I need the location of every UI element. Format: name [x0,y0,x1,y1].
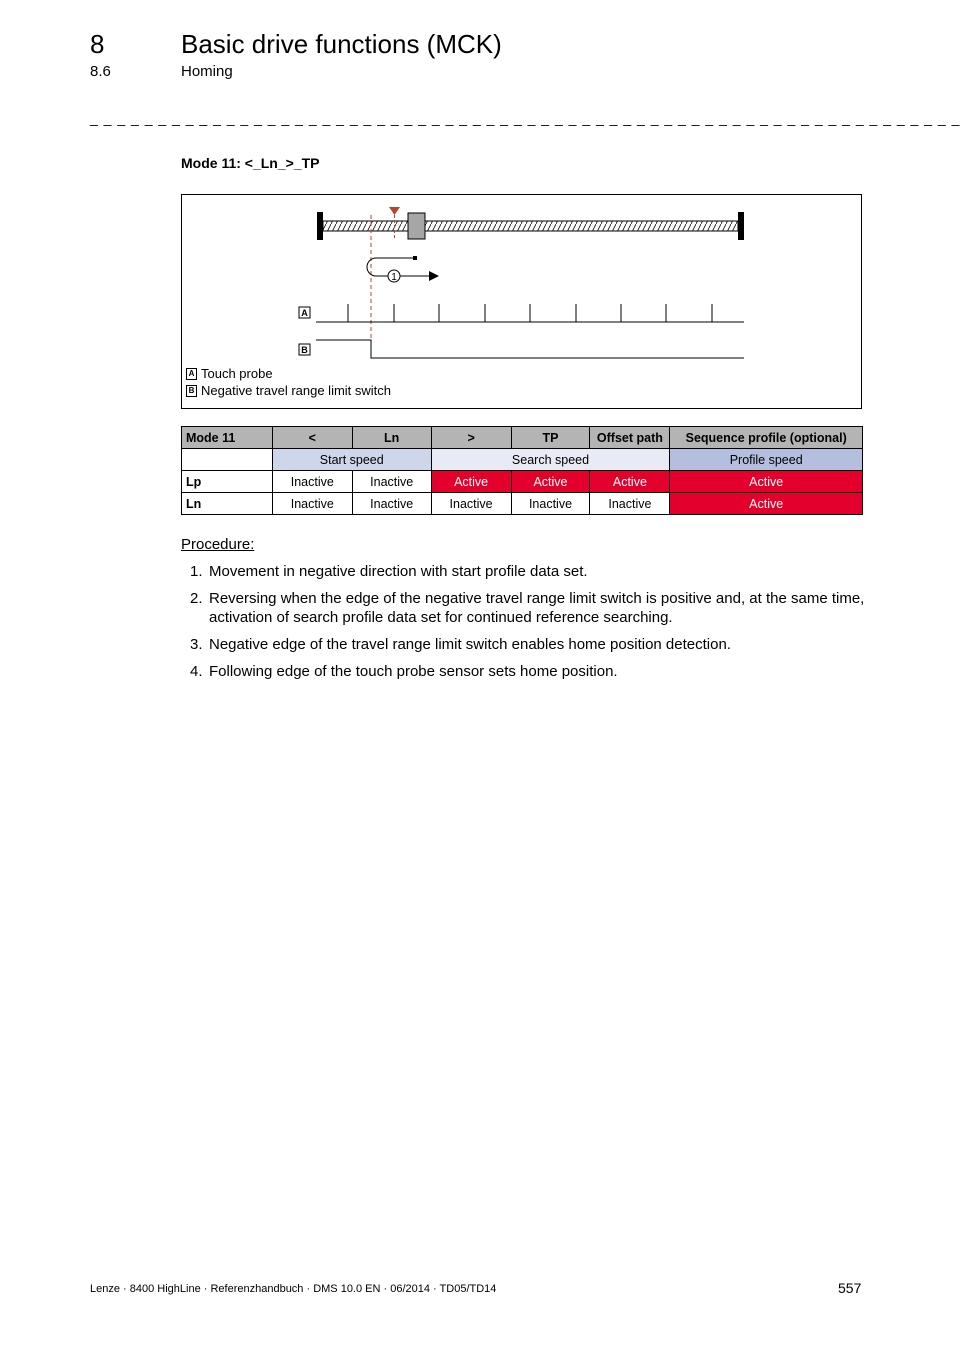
signal-a-pulses [348,304,712,322]
table-cell: Active [511,471,590,493]
header-cell: Ln [352,427,431,449]
step-number: 4. [190,663,203,680]
direction-arrow [429,271,439,281]
header-separator: _ _ _ _ _ _ _ _ _ _ _ _ _ _ _ _ _ _ _ _ _ _ _ _ _ _ _ _ _ _ _ _ _ _ _ _ _ _ _ _ _ _ _ _ _ _ _ _ _ _ _ _ _ _ _ _ _ _ _ _ _ _ _ _ [90,110,960,126]
table-cell: Active [670,471,863,493]
path-start-dot [413,256,417,260]
header-cell: TP [511,427,590,449]
table-cell: Inactive [352,493,431,515]
step-text: Movement in negative direction with start profile data set. [209,563,588,580]
home-marker-triangle [389,207,400,215]
left-limit-stop [317,212,323,240]
table-header-row [182,427,863,449]
legend-key-a: A [186,368,197,380]
legend-text-a: Touch probe [201,366,273,381]
speed-row [182,449,863,471]
table-cell: Inactive [352,471,431,493]
right-limit-stop [738,212,744,240]
empty-cell [182,449,273,471]
step-number: 1. [190,563,203,580]
header-cell: Offset path [590,427,670,449]
legend-text-b: Negative travel range limit switch [201,383,392,398]
table-row [182,493,863,515]
signal-b-key: B [301,345,308,355]
table-cell: Inactive [272,493,352,515]
start-speed-cell: Start speed [272,449,431,471]
carriage [408,213,425,239]
procedure-steps [181,562,871,689]
step-number: 3. [190,636,203,653]
legend-limit-switch [186,383,391,398]
step-text: Negative edge of the travel range limit switch enables home position detection. [209,636,731,653]
row-label: Lp [182,471,273,493]
mode-table [181,426,863,515]
travel-rail [323,221,738,231]
table-cell: Active [670,493,863,515]
table-cell: Inactive [590,493,670,515]
step-number: 2. [190,590,203,607]
table-row [182,471,863,493]
legend-key-b: B [186,385,197,397]
signal-b-waveform [316,340,744,358]
chapter-title: Basic drive functions (MCK) [181,29,502,59]
footer-document-info: Lenze · 8400 HighLine · Referenzhandbuch · DMS 10.0 EN · 06/2014 · TD05/TD14 [90,1283,497,1295]
profile-speed-cell: Profile speed [670,449,863,471]
table-cell: Inactive [431,493,511,515]
homing-diagram [181,194,862,364]
mode-heading: Mode 11: <_Ln_>_TP [181,155,320,171]
list-item [181,562,871,581]
table-cell: Inactive [272,471,352,493]
section-number: 8.6 [90,63,111,80]
chapter-number: 8 [90,29,105,59]
header-cell: < [272,427,352,449]
table-cell: Active [590,471,670,493]
page-number: 557 [838,1280,862,1296]
row-label: Ln [182,493,273,515]
list-item [181,589,871,627]
search-speed-cell: Search speed [431,449,670,471]
legend-touch-probe [186,366,273,381]
header-cell: > [431,427,511,449]
table-cell: Active [431,471,511,493]
step-text: Following edge of the touch probe sensor sets home position. [209,663,618,680]
signal-a-key: A [301,308,308,318]
header-cell: Sequence profile (optional) [670,427,863,449]
table-cell: Inactive [511,493,590,515]
header-cell: Mode 11 [182,427,273,449]
section-title: Homing [181,63,233,80]
procedure-label: Procedure: [181,536,255,553]
step-text: Reversing when the edge of the negative travel range limit switch is positive and, at the same time, activation of search profile data set for continued reference searching. [209,590,865,626]
list-item [181,662,871,681]
step-marker-label: 1 [391,272,397,283]
list-item [181,635,871,654]
